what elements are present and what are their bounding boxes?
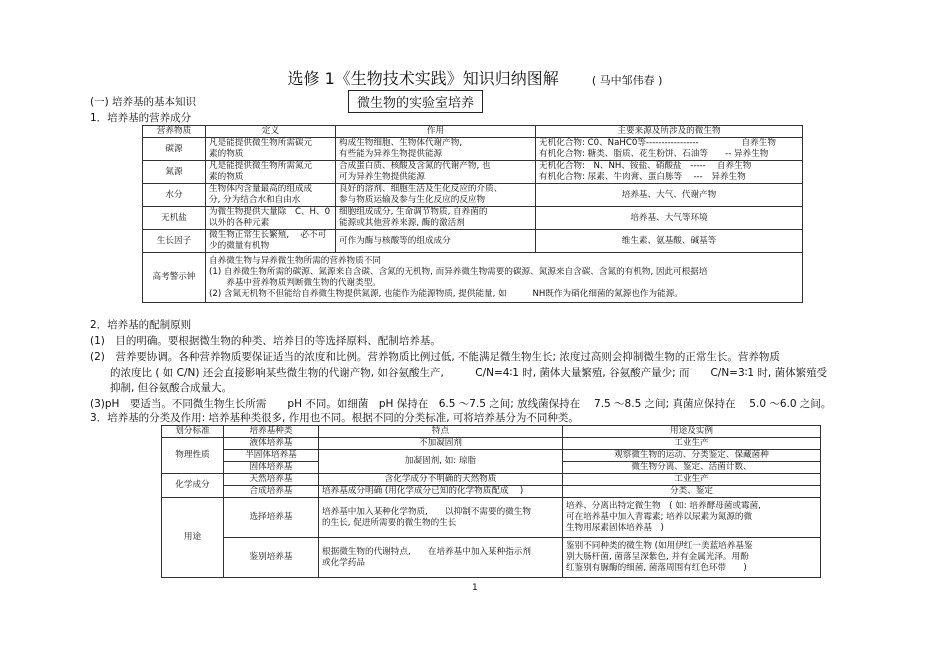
medium-use: 工业生产	[563, 438, 821, 450]
category-usage: 用途	[162, 498, 224, 578]
nutrient-table	[142, 125, 803, 303]
table-header: 作用	[336, 126, 536, 138]
table-row	[143, 138, 803, 161]
nutrient-name: 生长因子	[143, 230, 206, 253]
principle-2-line2: 的浓度比 ( 如 C/N) 还会直接影响某些微生物的代谢产物, 如谷氨酸生产, C/N=4∶1 时, 菌体大量繁殖, 谷氨酸产量少; 而 C/N=3∶1 时, 菌体繁殖受	[110, 367, 828, 379]
medium-use: 微生物分离、鉴定、活菌计数、	[563, 462, 821, 474]
table-header: 培养基种类	[224, 426, 319, 438]
principle-3: (3)pH 要适当。不同微生物生长所需 pH 不同。如细菌 pH 保持在 6.5 ～7.5 之间; 放线菌保持在 7.5 ～8.5 之间; 真菌应保持在 5.0 ～6.0 之间。	[90, 398, 832, 410]
nutrient-definition: 生物体内含量最高的组成成 分, 分为结合水和自由水	[206, 184, 336, 207]
nutrient-definition: 凡是能提供微生物所需氮元 素的物质	[206, 161, 336, 184]
nutrient-function: 合成蛋白质、核酸及含氮的代谢产物, 也 可为异养生物提供能源	[336, 161, 536, 184]
medium-feature: 加凝固剂, 如: 琼脂	[319, 450, 563, 474]
nutrient-function: 良好的溶剂、细胞生活及生化反应的介质、 参与物质运输及参与生化反应的反应物	[336, 184, 536, 207]
table-header: 划分标准	[162, 426, 224, 438]
medium-feature: 含化学成分不明确的天然物质	[319, 474, 563, 486]
table-row	[143, 207, 803, 230]
medium-type: 天然培养基	[224, 474, 319, 486]
medium-use: 工业生产	[563, 474, 821, 486]
medium-type: 合成培养基	[224, 486, 319, 498]
table-row	[162, 474, 821, 486]
table-row	[162, 486, 821, 498]
title-author: ( 马中邹伟春 )	[591, 74, 663, 87]
nutrient-definition: 为微生物提供大量除 C、H、0 以外的各种元素	[206, 207, 336, 230]
boxed-title: 微生物的实验室培养	[348, 90, 483, 113]
principle-2-line1: (2) 营养要协调。各种营养物质要保证适当的浓度和比例。营养物质比例过低, 不能满足微生物生长; 浓度过高则会抑制微生物的正常生长。营养物质	[90, 351, 780, 363]
medium-use: 培养、分离出特定微生物 ( 如: 培养酵母菌或霉菌, 可在培养基中加入青霉素; 培养以尿素为氮源的微 生物用尿素固体培养基 )	[563, 498, 821, 538]
table-row	[143, 230, 803, 253]
title-main: 选修 1《生物技术实践》知识归纳图解	[287, 69, 559, 88]
table-header: 主要来源及所涉及的微生物	[536, 126, 803, 138]
table-row	[162, 498, 821, 538]
medium-type: 鉴别培养基	[224, 538, 319, 578]
nutrient-source: 维生素、氨基酸、碱基等	[536, 230, 803, 253]
nutrient-function: 细胞组成成分, 生命调节物质, 自养菌的 能源或其他营养来源, 酶的激活剂	[336, 207, 536, 230]
nutrient-function: 可作为酶与核酸等的组成成分	[336, 230, 536, 253]
nutrient-name: 水分	[143, 184, 206, 207]
medium-type: 选择培养基	[224, 498, 319, 538]
nutrient-definition: 凡是能提供微生物所需碳元 素的物质	[206, 138, 336, 161]
table-header: 用途及实例	[563, 426, 821, 438]
nutrient-function: 构成生物细胞、生物体代谢产物, 有些能为异养生物提供能源	[336, 138, 536, 161]
nutrient-source: 无机化合物: C0、NaHC0等----------------- 自养生物 有机化合物: 糖类、脂质、花生粉饼、石油等 -- 异养生物	[536, 138, 803, 161]
table-header: 营养物质	[143, 126, 206, 138]
nutrient-definition: 微生物正常生长繁殖, 必不可 少的微量有机物	[206, 230, 336, 253]
table-row	[143, 161, 803, 184]
warning-text: 自养微生物与异养微生物所需的营养物质不同 (1) 自养微生物所需的碳源、氮源来自含碳、含氮的无机物, 而异养微生物需要的碳源、氮源来自含碳、含氮的有机物, 因此可根据培 养基中营养物质判断微生物的代谢类型。 (2) 含氮无机物不但能给自养微生物提供氮源, 也能作为能源物质, 提供能量, 如 NH既作为硝化细菌的氮源也作为能源。	[206, 253, 803, 303]
medium-feature: 根据微生物的代谢特点, 在培养基中加入某种指示剂 或化学药品	[319, 538, 563, 578]
nutrient-source: 无机化合物: N、NH、铵盐、硝酸盐 ----- 自养生物 有机化合物: 尿素、牛肉膏、蛋白胨等 --- 异养生物	[536, 161, 803, 184]
category-physical: 物理性质	[162, 438, 224, 474]
table-row	[162, 450, 821, 462]
medium-type: 半固体培养基	[224, 450, 319, 462]
medium-feature: 培养基成分明确 (用化学成分已知的化学物质配成 )	[319, 486, 563, 498]
nutrient-name: 无机盐	[143, 207, 206, 230]
medium-feature: 培养基中加入某种化学物质, 以抑制不需要的微生物 的生长, 促进所需要的微生物的生长	[319, 498, 563, 538]
medium-feature: 不加凝固剂	[319, 438, 563, 450]
medium-type: 液体培养基	[224, 438, 319, 450]
principle-1: (1) 目的明确。要根据微生物的种类、培养目的等选择原料、配制培养基。	[90, 335, 441, 347]
medium-use: 分类、鉴定	[563, 486, 821, 498]
nutrient-name: 碳源	[143, 138, 206, 161]
table-row	[162, 438, 821, 450]
principle-2-line3: 抑制, 但谷氨酸合成量大。	[110, 382, 233, 394]
category-chemical: 化学成分	[162, 474, 224, 498]
classification-table	[161, 425, 821, 578]
table-row	[143, 253, 803, 303]
table-header: 定义	[206, 126, 336, 138]
section2-heading: 2．培养基的配制原则	[90, 319, 192, 331]
page-number: 1	[472, 583, 478, 593]
nutrient-name: 氮源	[143, 161, 206, 184]
section3-heading: 3．培养基的分类及作用: 培养基种类很多, 作用也不同。根据不同的分类标准, 可将培养基分为不同种类。	[90, 412, 579, 424]
medium-type: 固体培养基	[224, 462, 319, 474]
nutrient-source: 培养基、大气、代谢产物	[536, 184, 803, 207]
table-header: 特点	[319, 426, 563, 438]
subheading-nutrients: 1．培养基的营养成分	[90, 112, 192, 124]
warning-label: 高考警示钟	[143, 253, 206, 303]
table-row	[143, 184, 803, 207]
medium-use: 观察微生物的运动、分类鉴定、保藏菌种	[563, 450, 821, 462]
nutrient-source: 培养基、大气等环境	[536, 207, 803, 230]
medium-use: 鉴别不同种类的微生物 (如用伊红一美蓝培养基鉴 别大肠杆菌, 菌落呈深紫色, 并有金属光泽。用酚 红鉴别有脲酶的细菌, 菌落周围有红色环带 )	[563, 538, 821, 578]
table-row	[162, 538, 821, 578]
section1-heading: (一) 培养基的基本知识	[90, 96, 197, 108]
page-title	[0, 66, 950, 89]
